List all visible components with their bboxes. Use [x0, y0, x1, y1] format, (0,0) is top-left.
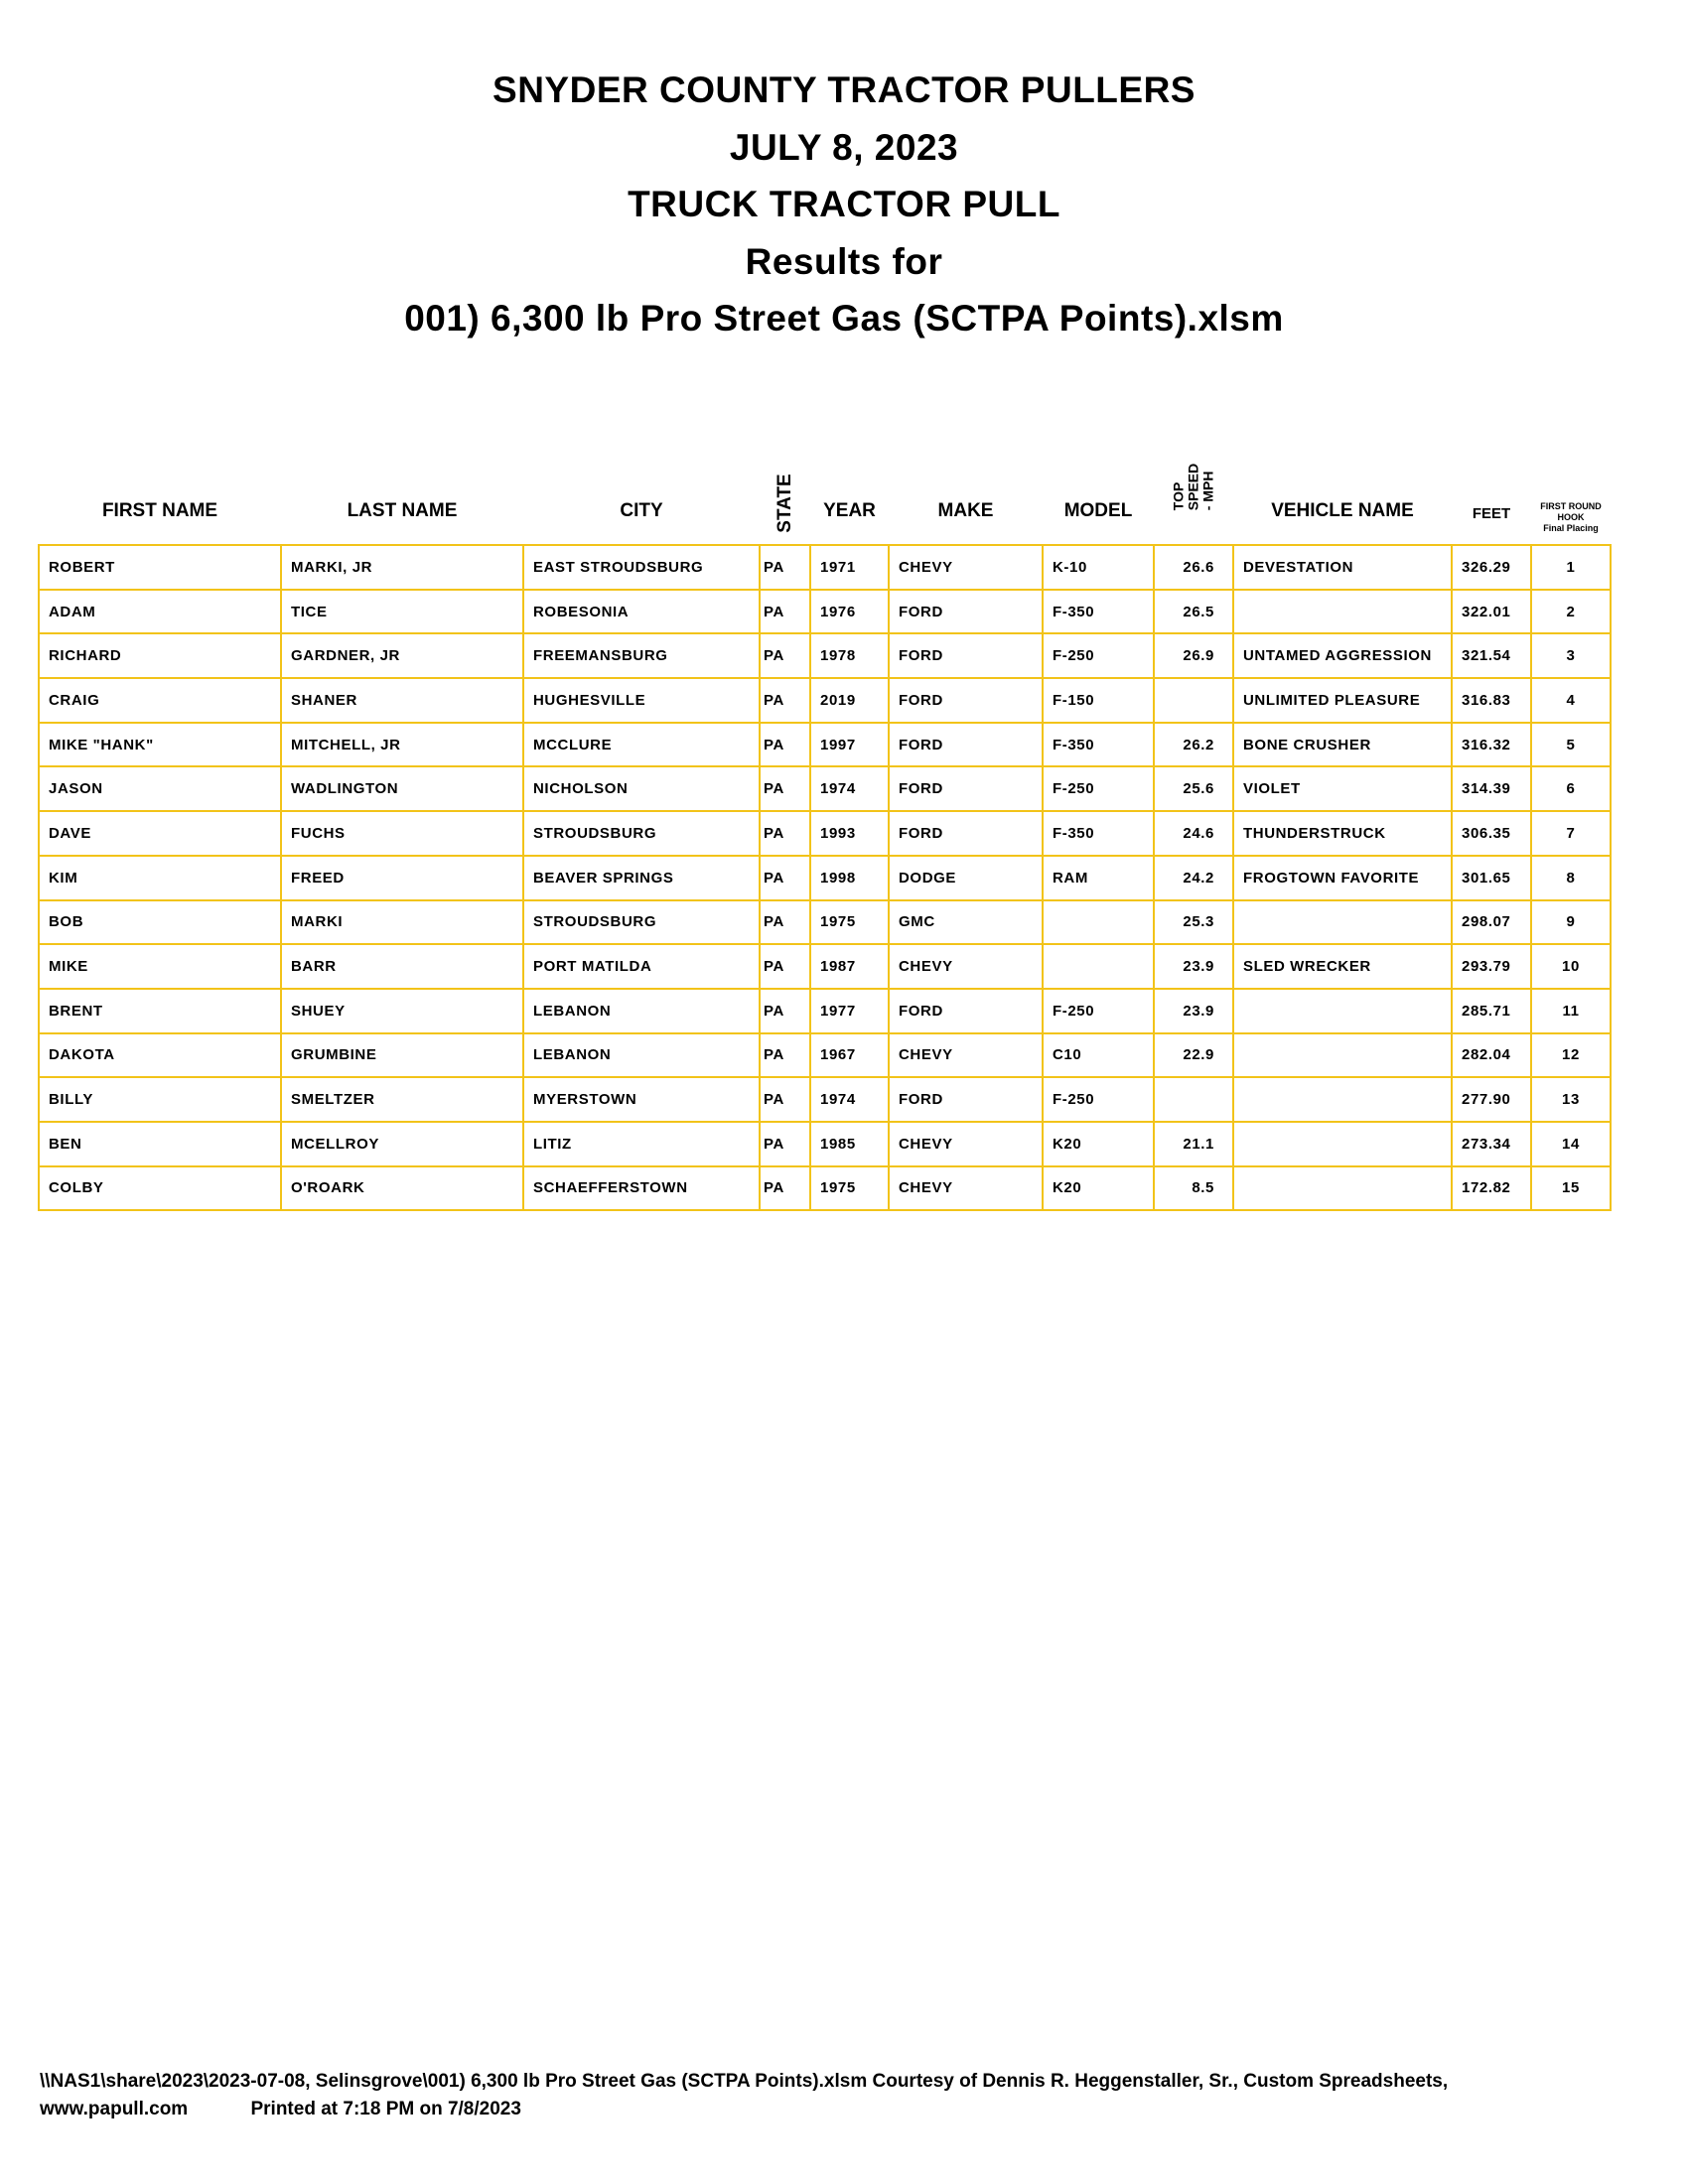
cell-place: 7: [1531, 811, 1611, 856]
cell-speed: 25.3: [1154, 900, 1233, 945]
cell-make: FORD: [889, 989, 1043, 1033]
cell-place: 11: [1531, 989, 1611, 1033]
cell-first: BEN: [39, 1122, 281, 1166]
event-date: JULY 8, 2023: [729, 126, 959, 168]
cell-model: [1043, 944, 1154, 989]
table-row: [39, 1077, 1611, 1122]
cell-city: LITIZ: [523, 1122, 760, 1166]
cell-place: 6: [1531, 766, 1611, 811]
cell-vehicle: [1233, 1033, 1452, 1078]
cell-city: MCCLURE: [523, 723, 760, 767]
cell-feet: 282.04: [1452, 1033, 1531, 1078]
cell-speed: 25.6: [1154, 766, 1233, 811]
table-row: [39, 1033, 1611, 1078]
cell-state: PA: [760, 590, 810, 634]
cell-vehicle: BONE CRUSHER: [1233, 723, 1452, 767]
cell-model: F-350: [1043, 811, 1154, 856]
cell-make: FORD: [889, 1077, 1043, 1122]
cell-state: PA: [760, 678, 810, 723]
cell-place: 2: [1531, 590, 1611, 634]
cell-speed: 26.9: [1154, 633, 1233, 678]
cell-year: 1997: [810, 723, 889, 767]
cell-last: MCELLROY: [281, 1122, 523, 1166]
cell-first: BRENT: [39, 989, 281, 1033]
cell-last: BARR: [281, 944, 523, 989]
cell-vehicle: [1233, 900, 1452, 945]
cell-city: STROUDSBURG: [523, 900, 760, 945]
cell-first: BILLY: [39, 1077, 281, 1122]
cell-feet: 277.90: [1452, 1077, 1531, 1122]
cell-state: PA: [760, 1166, 810, 1211]
cell-place: 13: [1531, 1077, 1611, 1122]
class-title: 001) 6,300 lb Pro Street Gas (SCTPA Points).xlsm: [404, 298, 1284, 339]
cell-feet: 322.01: [1452, 590, 1531, 634]
cell-state: PA: [760, 811, 810, 856]
cell-feet: 293.79: [1452, 944, 1531, 989]
table-row: [39, 989, 1611, 1033]
cell-make: FORD: [889, 766, 1043, 811]
cell-state: PA: [760, 1077, 810, 1122]
cell-first: DAKOTA: [39, 1033, 281, 1078]
cell-last: SHANER: [281, 678, 523, 723]
cell-speed: [1154, 1077, 1233, 1122]
cell-feet: 316.32: [1452, 723, 1531, 767]
cell-feet: 172.82: [1452, 1166, 1531, 1211]
header-row: [39, 442, 1611, 545]
cell-place: 8: [1531, 856, 1611, 900]
cell-state: PA: [760, 944, 810, 989]
header-feet: FEET: [1472, 505, 1511, 522]
cell-first: JASON: [39, 766, 281, 811]
cell-speed: 24.6: [1154, 811, 1233, 856]
header-state-label: STATE: [774, 474, 795, 533]
cell-city: STROUDSBURG: [523, 811, 760, 856]
cell-speed: 23.9: [1154, 989, 1233, 1033]
cell-model: K20: [1043, 1122, 1154, 1166]
cell-state: PA: [760, 856, 810, 900]
header-state: [760, 442, 810, 545]
cell-first: MIKE: [39, 944, 281, 989]
footer-printed: Printed at 7:18 PM on 7/8/2023: [250, 2099, 521, 2119]
cell-make: FORD: [889, 723, 1043, 767]
cell-feet: 306.35: [1452, 811, 1531, 856]
header-last-name: LAST NAME: [347, 500, 458, 521]
results-body: [39, 545, 1611, 1210]
cell-year: 1974: [810, 1077, 889, 1122]
cell-model: [1043, 900, 1154, 945]
cell-place: 12: [1531, 1033, 1611, 1078]
cell-last: MARKI: [281, 900, 523, 945]
cell-speed: 26.2: [1154, 723, 1233, 767]
cell-vehicle: [1233, 1122, 1452, 1166]
cell-city: HUGHESVILLE: [523, 678, 760, 723]
header-top-speed-line1: TOP: [1170, 481, 1187, 511]
cell-feet: 314.39: [1452, 766, 1531, 811]
cell-state: PA: [760, 633, 810, 678]
cell-make: FORD: [889, 811, 1043, 856]
cell-make: CHEVY: [889, 545, 1043, 590]
cell-model: F-250: [1043, 766, 1154, 811]
cell-last: GARDNER, JR: [281, 633, 523, 678]
header-hook-line2: HOOK: [1557, 512, 1585, 522]
cell-first: ADAM: [39, 590, 281, 634]
cell-last: WADLINGTON: [281, 766, 523, 811]
cell-last: SHUEY: [281, 989, 523, 1033]
cell-place: 15: [1531, 1166, 1611, 1211]
cell-make: CHEVY: [889, 1166, 1043, 1211]
cell-city: BEAVER SPRINGS: [523, 856, 760, 900]
cell-year: 1975: [810, 1166, 889, 1211]
cell-vehicle: DEVESTATION: [1233, 545, 1452, 590]
cell-model: F-350: [1043, 590, 1154, 634]
table-row: [39, 811, 1611, 856]
cell-city: EAST STROUDSBURG: [523, 545, 760, 590]
header-top-speed-line3: - MPH: [1199, 471, 1216, 511]
cell-place: 14: [1531, 1122, 1611, 1166]
header-city: CITY: [620, 500, 663, 521]
cell-vehicle: [1233, 1166, 1452, 1211]
cell-state: PA: [760, 723, 810, 767]
cell-model: C10: [1043, 1033, 1154, 1078]
cell-first: BOB: [39, 900, 281, 945]
cell-place: 4: [1531, 678, 1611, 723]
cell-state: PA: [760, 1122, 810, 1166]
cell-city: NICHOLSON: [523, 766, 760, 811]
cell-last: TICE: [281, 590, 523, 634]
cell-place: 5: [1531, 723, 1611, 767]
table-row: [39, 856, 1611, 900]
cell-speed: 26.5: [1154, 590, 1233, 634]
cell-state: PA: [760, 545, 810, 590]
cell-model: F-150: [1043, 678, 1154, 723]
cell-vehicle: SLED WRECKER: [1233, 944, 1452, 989]
cell-city: LEBANON: [523, 989, 760, 1033]
cell-feet: 321.54: [1452, 633, 1531, 678]
cell-city: LEBANON: [523, 1033, 760, 1078]
cell-speed: 21.1: [1154, 1122, 1233, 1166]
cell-year: 1978: [810, 633, 889, 678]
cell-feet: 285.71: [1452, 989, 1531, 1033]
cell-last: SMELTZER: [281, 1077, 523, 1122]
cell-make: GMC: [889, 900, 1043, 945]
cell-make: CHEVY: [889, 1122, 1043, 1166]
event-name: TRUCK TRACTOR PULL: [628, 184, 1060, 224]
cell-last: MARKI, JR: [281, 545, 523, 590]
cell-feet: 301.65: [1452, 856, 1531, 900]
cell-year: 1987: [810, 944, 889, 989]
cell-feet: 316.83: [1452, 678, 1531, 723]
cell-vehicle: UNLIMITED PLEASURE: [1233, 678, 1452, 723]
cell-first: DAVE: [39, 811, 281, 856]
header-hook-line3: Final Placing: [1543, 523, 1599, 533]
header-year: YEAR: [823, 500, 876, 521]
table-row: [39, 766, 1611, 811]
cell-make: FORD: [889, 678, 1043, 723]
cell-state: PA: [760, 766, 810, 811]
header-make: MAKE: [937, 500, 994, 521]
cell-make: CHEVY: [889, 1033, 1043, 1078]
cell-last: FREED: [281, 856, 523, 900]
table-row: [39, 944, 1611, 989]
cell-speed: 26.6: [1154, 545, 1233, 590]
cell-first: RICHARD: [39, 633, 281, 678]
cell-vehicle: [1233, 1077, 1452, 1122]
cell-vehicle: UNTAMED AGGRESSION: [1233, 633, 1452, 678]
header-hook: [1531, 442, 1611, 545]
results-table: [38, 442, 1612, 1211]
cell-state: PA: [760, 900, 810, 945]
cell-speed: [1154, 678, 1233, 723]
table-row: [39, 633, 1611, 678]
cell-year: 1967: [810, 1033, 889, 1078]
cell-first: COLBY: [39, 1166, 281, 1211]
header-vehicle-name: VEHICLE NAME: [1271, 500, 1414, 521]
cell-year: 1977: [810, 989, 889, 1033]
cell-first: KIM: [39, 856, 281, 900]
cell-place: 9: [1531, 900, 1611, 945]
cell-feet: 298.07: [1452, 900, 1531, 945]
cell-first: ROBERT: [39, 545, 281, 590]
table-row: [39, 678, 1611, 723]
header-top-speed-label: [1172, 464, 1216, 510]
cell-vehicle: VIOLET: [1233, 766, 1452, 811]
cell-vehicle: THUNDERSTRUCK: [1233, 811, 1452, 856]
cell-model: K-10: [1043, 545, 1154, 590]
document-titles: [0, 62, 1688, 347]
cell-model: K20: [1043, 1166, 1154, 1211]
footer: [40, 2068, 1448, 2123]
cell-speed: 8.5: [1154, 1166, 1233, 1211]
table-row: [39, 723, 1611, 767]
cell-model: F-350: [1043, 723, 1154, 767]
cell-vehicle: FROGTOWN FAVORITE: [1233, 856, 1452, 900]
cell-speed: 24.2: [1154, 856, 1233, 900]
cell-make: DODGE: [889, 856, 1043, 900]
table-row: [39, 545, 1611, 590]
cell-place: 3: [1531, 633, 1611, 678]
cell-first: CRAIG: [39, 678, 281, 723]
cell-city: ROBESONIA: [523, 590, 760, 634]
header-model: MODEL: [1063, 500, 1133, 521]
cell-year: 2019: [810, 678, 889, 723]
cell-make: FORD: [889, 590, 1043, 634]
cell-first: MIKE "HANK": [39, 723, 281, 767]
header-top-speed: [1154, 442, 1233, 545]
footer-second-line: [40, 2096, 1448, 2123]
cell-city: MYERSTOWN: [523, 1077, 760, 1122]
table-row: [39, 900, 1611, 945]
footer-website: www.papull.com: [40, 2099, 189, 2119]
cell-state: PA: [760, 1033, 810, 1078]
cell-model: F-250: [1043, 989, 1154, 1033]
cell-feet: 273.34: [1452, 1122, 1531, 1166]
cell-feet: 326.29: [1452, 545, 1531, 590]
cell-year: 1998: [810, 856, 889, 900]
header-first-name: FIRST NAME: [101, 500, 218, 521]
table-row: [39, 1166, 1611, 1211]
table-row: [39, 1122, 1611, 1166]
cell-make: CHEVY: [889, 944, 1043, 989]
cell-year: 1974: [810, 766, 889, 811]
cell-year: 1976: [810, 590, 889, 634]
cell-last: O'ROARK: [281, 1166, 523, 1211]
cell-speed: 22.9: [1154, 1033, 1233, 1078]
cell-place: 10: [1531, 944, 1611, 989]
cell-model: F-250: [1043, 1077, 1154, 1122]
cell-vehicle: [1233, 590, 1452, 634]
cell-speed: 23.9: [1154, 944, 1233, 989]
cell-place: 1: [1531, 545, 1611, 590]
cell-year: 1975: [810, 900, 889, 945]
header-hook-line1: FIRST ROUND: [1540, 501, 1602, 511]
org-title: SNYDER COUNTY TRACTOR PULLERS: [492, 69, 1196, 110]
header-top-speed-line2: SPEED: [1185, 463, 1201, 511]
cell-last: GRUMBINE: [281, 1033, 523, 1078]
cell-model: F-250: [1043, 633, 1154, 678]
cell-city: FREEMANSBURG: [523, 633, 760, 678]
cell-city: PORT MATILDA: [523, 944, 760, 989]
table-row: [39, 590, 1611, 634]
cell-model: RAM: [1043, 856, 1154, 900]
cell-last: FUCHS: [281, 811, 523, 856]
footer-path: \\NAS1\share\2023\2023-07-08, Selinsgrove\001) 6,300 lb Pro Street Gas (SCTPA Points).xlsm Courtesy of Dennis R. Heggenstaller, Sr., Custom Spreadsheets,: [40, 2071, 1449, 2092]
results-label: Results for: [745, 240, 943, 282]
cell-last: MITCHELL, JR: [281, 723, 523, 767]
cell-year: 1971: [810, 545, 889, 590]
cell-city: SCHAEFFERSTOWN: [523, 1166, 760, 1211]
cell-year: 1993: [810, 811, 889, 856]
cell-year: 1985: [810, 1122, 889, 1166]
cell-make: FORD: [889, 633, 1043, 678]
cell-vehicle: [1233, 989, 1452, 1033]
cell-state: PA: [760, 989, 810, 1033]
